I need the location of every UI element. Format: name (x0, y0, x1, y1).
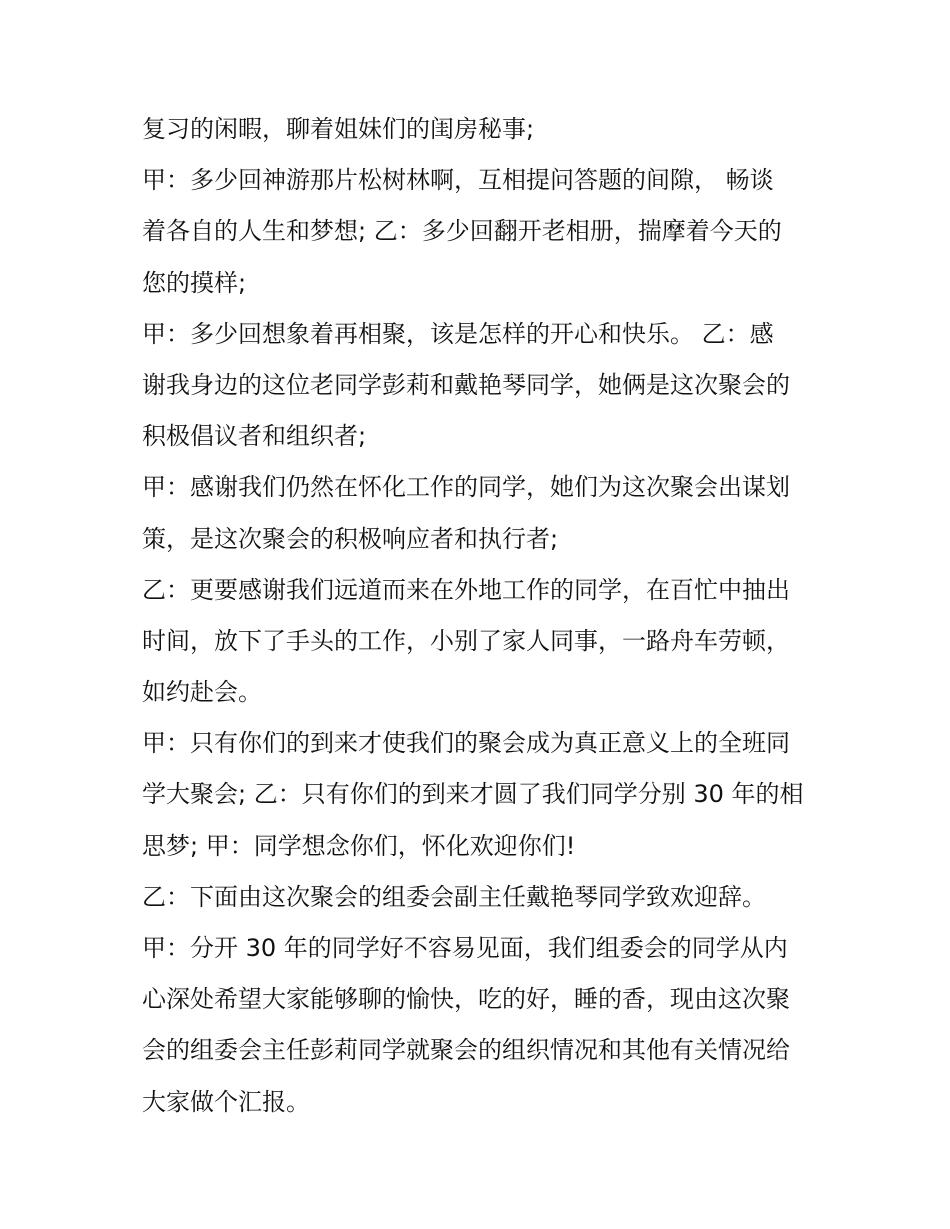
document-text-block (142, 104, 822, 1128)
text-line: 甲：多少回想象着再相聚，该是怎样的开心和快乐。 乙：感 (142, 319, 774, 348)
text-line: 策，是这次聚会的积极响应者和执行者; (142, 524, 559, 553)
text-line: 甲：多少回神游那片松树林啊，互相提问答题的间隙， 畅谈 (142, 166, 774, 195)
text-line: 着各自的人生和梦想; 乙：多少回翻开老相册，揣摩着今天的 (142, 217, 782, 246)
text-line: 您的摸样; (142, 268, 247, 297)
text-line: 心深处希望大家能够聊的愉快，吃的好，睡的香，现由这次聚 (142, 985, 790, 1014)
text-line: 学大聚会; 乙：只有你们的到来才圆了我们同学分别 30 年的相 (142, 780, 804, 809)
text-line: 乙：更要感谢我们远道而来在外地工作的同学，在百忙中抽出 (142, 575, 790, 604)
text-line: 积极倡议者和组织者; (142, 422, 367, 451)
text-line: 思梦; 甲：同学想念你们，怀化欢迎你们! (142, 831, 576, 860)
text-line: 复习的闲暇，聊着姐妹们的闺房秘事; (142, 115, 535, 143)
text-line: 甲：感谢我们仍然在怀化工作的同学，她们为这次聚会出谋划 (142, 473, 790, 502)
text-line: 会的组委会主任彭莉同学就聚会的组织情况和其他有关情况给 (142, 1036, 790, 1065)
text-line: 乙：下面由这次聚会的组委会副主任戴艳琴同学致欢迎辞。 (142, 882, 766, 911)
text-line: 时间，放下了手头的工作，小别了家人同事，一路舟车劳顿， (142, 626, 790, 655)
text-line: 大家做个汇报。 (142, 1087, 310, 1116)
text-line: 甲：分开 30 年的同学好不容易见面，我们组委会的同学从内 (142, 934, 788, 962)
text-line: 甲：只有你们的到来才使我们的聚会成为真正意义上的全班同 (142, 729, 790, 758)
text-line: 如约赴会。 (142, 678, 262, 707)
text-line: 谢我身边的这位老同学彭莉和戴艳琴同学，她俩是这次聚会的 (142, 370, 790, 399)
